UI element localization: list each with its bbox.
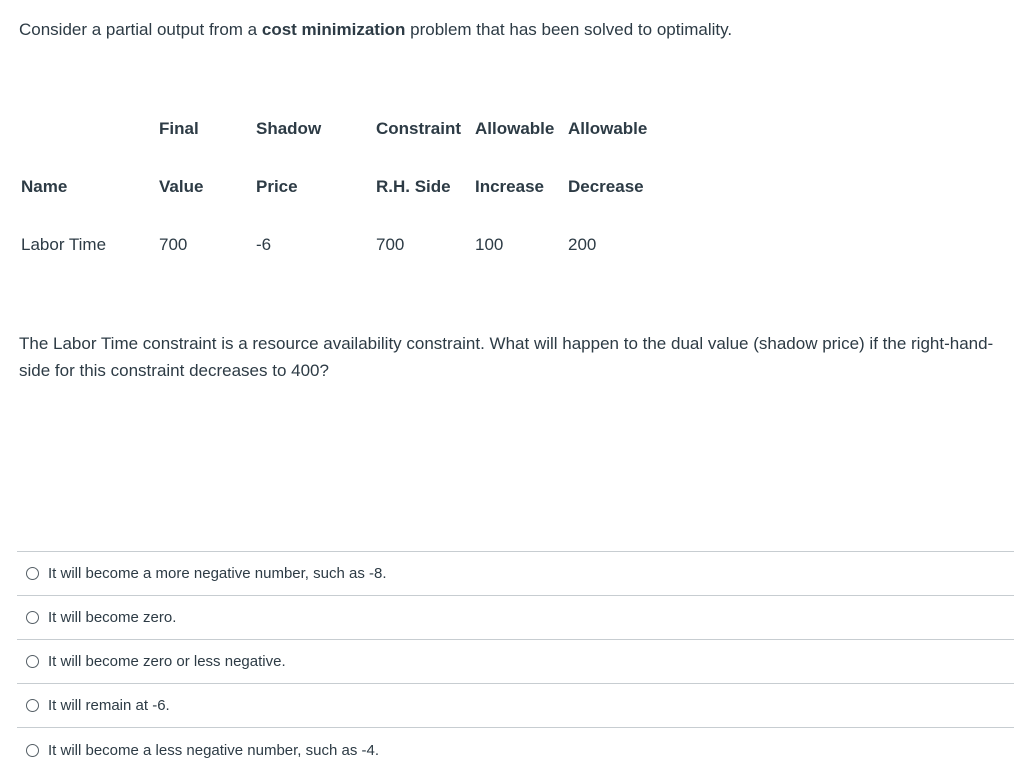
answer-label: It will become zero. <box>48 609 177 626</box>
header-decrease: Decrease <box>568 177 644 196</box>
cell-rh-side: 700 <box>376 235 405 254</box>
header-price: Price <box>256 177 298 196</box>
sensitivity-table <box>0 0 1024 300</box>
radio-button-icon[interactable] <box>26 611 39 624</box>
header-increase: Increase <box>475 177 544 196</box>
answer-label: It will become a more negative number, such as -8. <box>48 565 387 582</box>
header-value: Value <box>159 177 204 196</box>
header-shadow: Shadow <box>256 119 322 138</box>
answer-option[interactable] <box>17 595 1014 639</box>
answer-label: It will become zero or less negative. <box>48 653 286 670</box>
radio-button-icon[interactable] <box>26 655 39 668</box>
header-final: Final <box>159 119 199 138</box>
header-allowable-increase-top: Allowable <box>475 119 555 138</box>
header-constraint: Constraint <box>376 119 461 138</box>
intro-text-before: Consider a partial output from a <box>19 20 262 39</box>
intro-text-bold: cost minimization <box>261 20 406 39</box>
cell-allowable-increase: 100 <box>475 235 504 254</box>
radio-button-icon[interactable] <box>26 699 39 712</box>
header-rh-side: R.H. Side <box>376 177 451 196</box>
answer-option[interactable] <box>17 727 1014 773</box>
answer-option[interactable] <box>17 639 1014 683</box>
cell-name: Labor Time <box>21 235 107 254</box>
header-name: Name <box>21 177 68 196</box>
cell-shadow-price: -6 <box>256 235 272 254</box>
intro-text-after: problem that has been solved to optimality. <box>405 20 733 39</box>
answer-label: It will remain at -6. <box>48 697 170 714</box>
answer-option[interactable] <box>17 683 1014 727</box>
cell-allowable-decrease: 200 <box>568 235 597 254</box>
answer-option[interactable] <box>17 551 1014 595</box>
answer-label: It will become a less negative number, such as -4. <box>48 742 379 759</box>
header-allowable-decrease-top: Allowable <box>568 119 648 138</box>
radio-button-icon[interactable] <box>26 567 39 580</box>
answer-list <box>17 551 1014 773</box>
radio-button-icon[interactable] <box>26 744 39 757</box>
cell-final-value: 700 <box>159 235 188 254</box>
question-text: The Labor Time constraint is a resource availability constraint. What will happen to the dual value (shadow price) if the right-hand-side for this constraint decreases to 400? <box>19 334 994 380</box>
